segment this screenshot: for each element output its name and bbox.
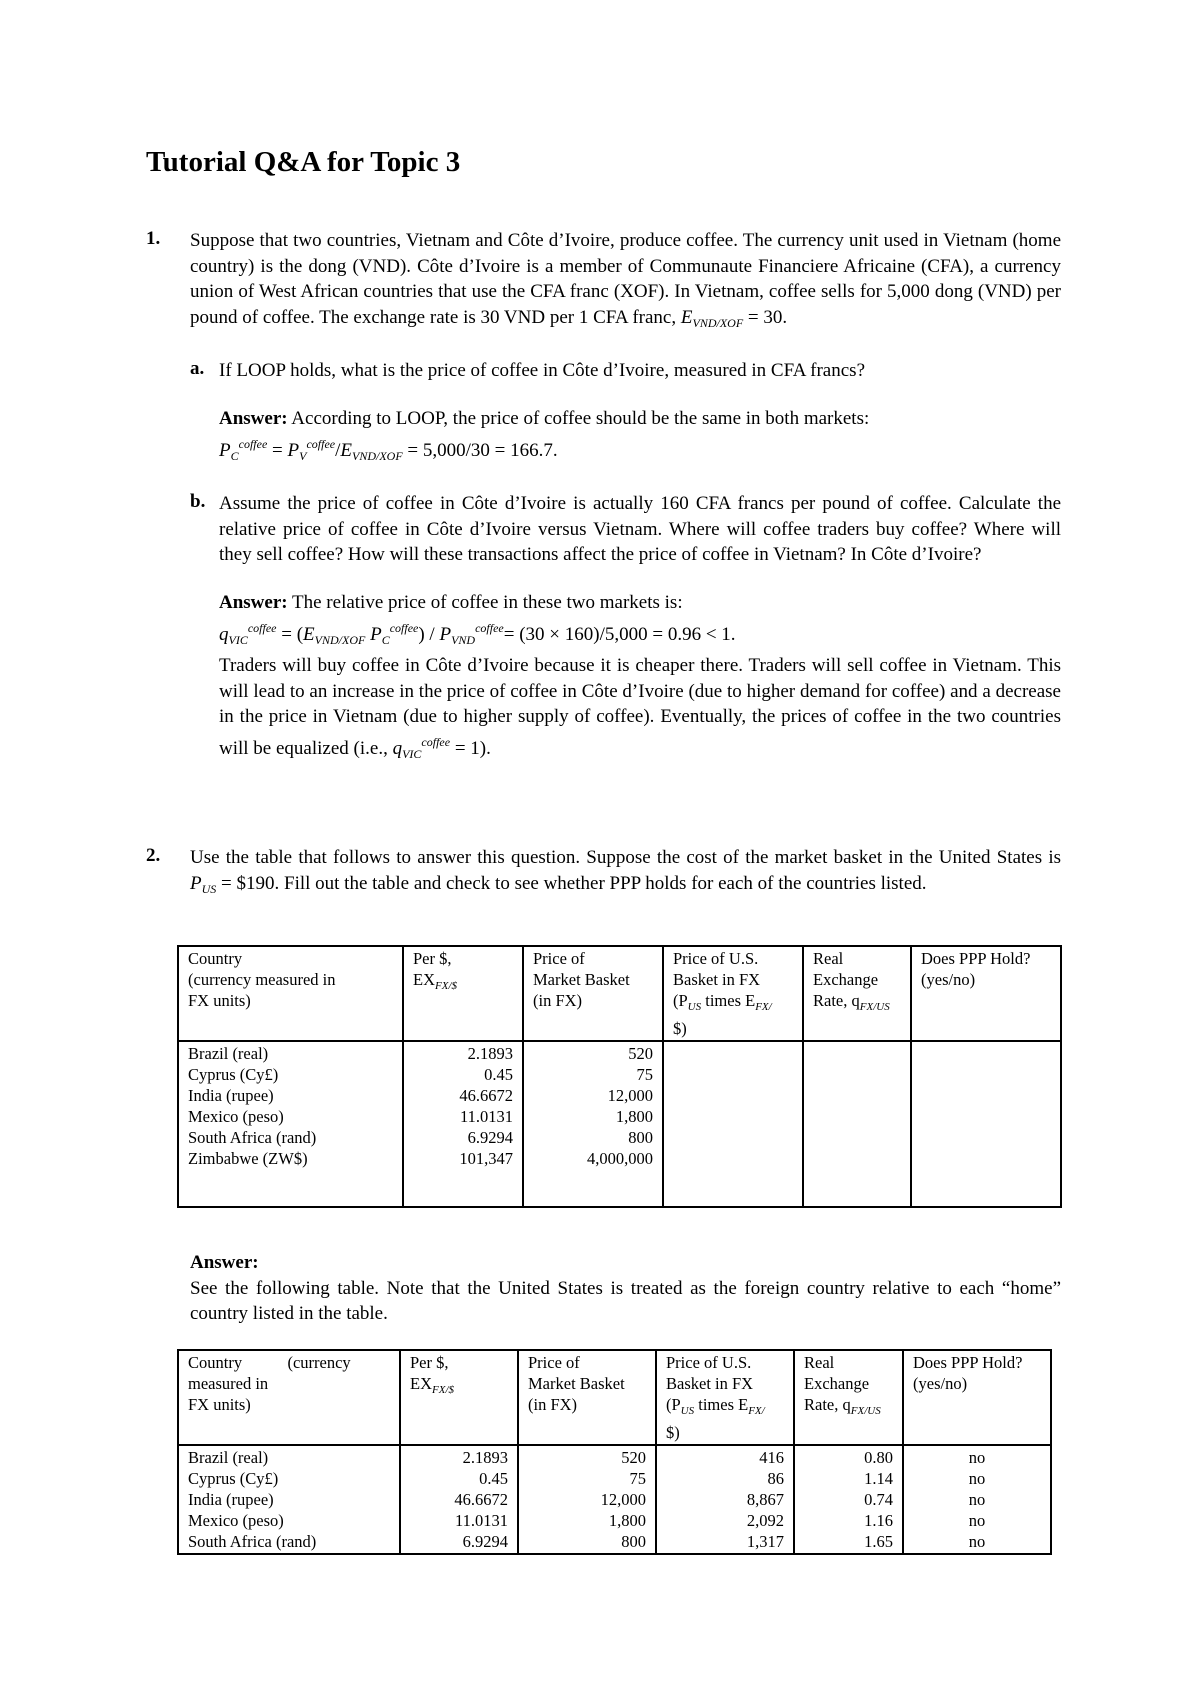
formula-1b: $q_{VIC}^{coffee} = (E_{VND/XOF}$ $P_C^{coffee}) / P_{VND}^{coffee}= (30 \times 160)/5,000 = 0.96 < 1$. xyxy=(219,620,736,647)
answer-label: Answer: xyxy=(190,1252,259,1273)
question-number: 2. xyxy=(146,845,161,866)
subquestion-label: a. xyxy=(190,358,205,380)
answer-text: See the following table. Note that the United States is treated as the foreign country relative to each “home” country listed in the table. xyxy=(190,1277,1061,1325)
page-title: Tutorial Q&A for Topic 3 xyxy=(146,146,461,178)
us-basket-column: 416 86 8,867 2,092 1,317 xyxy=(656,1445,794,1554)
header-country: Country (currency measured in FX units) xyxy=(178,946,403,1041)
header-country: Country (currency measured in FX units) xyxy=(178,1350,400,1445)
header-ppp: Does PPP Hold? (yes/no) xyxy=(911,946,1061,1041)
answer-1a: Answer: According to LOOP, the price of coffee should be the same in both markets: $P_C^{coffee} = P_V^{coffee}/E_{VND/XOF} = 5,000/30 = 166.7$. xyxy=(219,407,870,463)
ppp-column: no no no no no xyxy=(903,1445,1051,1554)
question-1b xyxy=(190,491,1061,568)
real-rate-column xyxy=(803,1041,911,1207)
header-us-basket: Price of U.S. Basket in FX ($P_{US}$ times $E_{FX/}$ $) xyxy=(656,1350,794,1445)
subquestion-text: Assume the price of coffee in Côte d’Ivoire is actually 160 CFA francs per pound of coffee. Calculate the relative price of coffee in Côte d’Ivoire versus Vietnam. Where will coffee traders buy coffee? Where will they sell coffee? How will these transactions affect the price of coffee in Vietnam? In Côte d’Ivoire? xyxy=(219,493,1061,566)
question-number: 1. xyxy=(146,228,161,249)
header-real-rate: Real Exchange Rate, $q_{FX/US}$ xyxy=(803,946,911,1041)
table-blank xyxy=(177,945,1062,1208)
market-basket-column: 520 75 12,000 1,800 800 4,000,000 xyxy=(523,1041,663,1207)
question-text: Suppose that two countries, Vietnam and Côte d’Ivoire, produce coffee. The currency unit used in Vietnam (home country) is the dong (VND). Côte d’Ivoire is a member of Communaute Financiere Africaine (CFA), a currency union of West African countries that use the CFA franc (XOF). In Vietnam, coffee sells for 5,000 dong (VND) per pound of coffee. The exchange rate is 30 VND per 1 CFA franc, $E_{VND/XOF} = 30$. xyxy=(190,230,1061,330)
market-basket-column: 520 75 12,000 1,800 800 xyxy=(518,1445,656,1554)
per-dollar-column: 2.1893 0.45 46.6672 11.0131 6.9294 xyxy=(400,1445,518,1554)
header-ppp: Does PPP Hold? (yes/no) xyxy=(903,1350,1051,1445)
header-real-rate: Real Exchange Rate, $q_{FX/US}$ xyxy=(794,1350,903,1445)
question-text: Use the table that follows to answer this question. Suppose the cost of the market basket in the United States is $P_{US}$ = $190. Fill out the table and check to see whether PPP holds for each of the countries listed. xyxy=(190,847,1061,896)
per-dollar-column: 2.1893 0.45 46.6672 11.0131 6.9294 101,347 xyxy=(403,1041,523,1207)
subquestion-text: If LOOP holds, what is the price of coffee in Côte d’Ivoire, measured in CFA francs? xyxy=(219,360,865,382)
explanation: Traders will buy coffee in Côte d’Ivoire because it is cheaper there. Traders will sell coffee in Vietnam. This will lead to an increase in the price of coffee in Côte d’Ivoire (due to higher demand for coffee) and a decrease in the price in Vietnam (due to higher supply of coffee). Eventually, the prices of coffee in the two countries will be equalized (i.e., $q_{VIC}^{coffee} = 1$). xyxy=(219,655,1061,761)
answer-2 xyxy=(190,1250,1061,1327)
table-answer xyxy=(177,1349,1052,1555)
table-header-row xyxy=(178,1350,1051,1445)
question-1 xyxy=(146,228,1061,768)
us-basket-column xyxy=(663,1041,803,1207)
answer-label: Answer: xyxy=(219,407,288,429)
header-market-basket: Price of Market Basket (in FX) xyxy=(518,1350,656,1445)
country-column: Brazil (real) Cyprus (Cy£) India (rupee) Mexico (peso) South Africa (rand) Zimbabwe (ZW$) xyxy=(178,1041,403,1207)
question-1a xyxy=(190,358,1061,384)
header-per-dollar: Per $, $EX_{FX/\$}$ xyxy=(400,1350,518,1445)
subquestion-label: b. xyxy=(190,491,206,513)
country-column: Brazil (real) Cyprus (Cy£) India (rupee) Mexico (peso) South Africa (rand) xyxy=(178,1445,400,1554)
header-per-dollar: Per $, $EX_{FX/\$}$ xyxy=(403,946,523,1041)
formula-1a: $P_C^{coffee} = P_V^{coffee}/E_{VND/XOF} = 5,000/30 = 166.7$. xyxy=(219,436,558,463)
table-body xyxy=(178,1445,1051,1554)
real-rate-column: 0.80 1.14 0.74 1.16 1.65 xyxy=(794,1445,903,1554)
answer-label: Answer: xyxy=(219,591,288,613)
header-us-basket: Price of U.S. Basket in FX ($P_{US}$ times $E_{FX/}$ $) xyxy=(663,946,803,1041)
question-2 xyxy=(146,845,1061,902)
table-header-row xyxy=(178,946,1061,1041)
answer-1b: Answer: The relative price of coffee in these two markets is: $q_{VIC}^{coffee} = (E_{VND/XOF}$ $P_C^{coffee}) / P_{VND}^{coffee}= (30 \times 160)/5,000 = 0.96 < 1$. Traders will buy coffee in Côte d’Ivoire because it is cheaper there. Traders will sell coffee in Vietnam. This will lead to an increase in the price of coffee in Côte d’Ivoire (due to higher demand for coffee) and a decrease in the price in Vietnam (due to higher supply of coffee). Eventually, the prices of coffee in the two countries will be equalized (i.e., $q_{VIC}^{coffee} = 1$). xyxy=(219,591,1061,761)
header-market-basket: Price of Market Basket (in FX) xyxy=(523,946,663,1041)
ppp-column xyxy=(911,1041,1061,1207)
table-body xyxy=(178,1041,1061,1207)
